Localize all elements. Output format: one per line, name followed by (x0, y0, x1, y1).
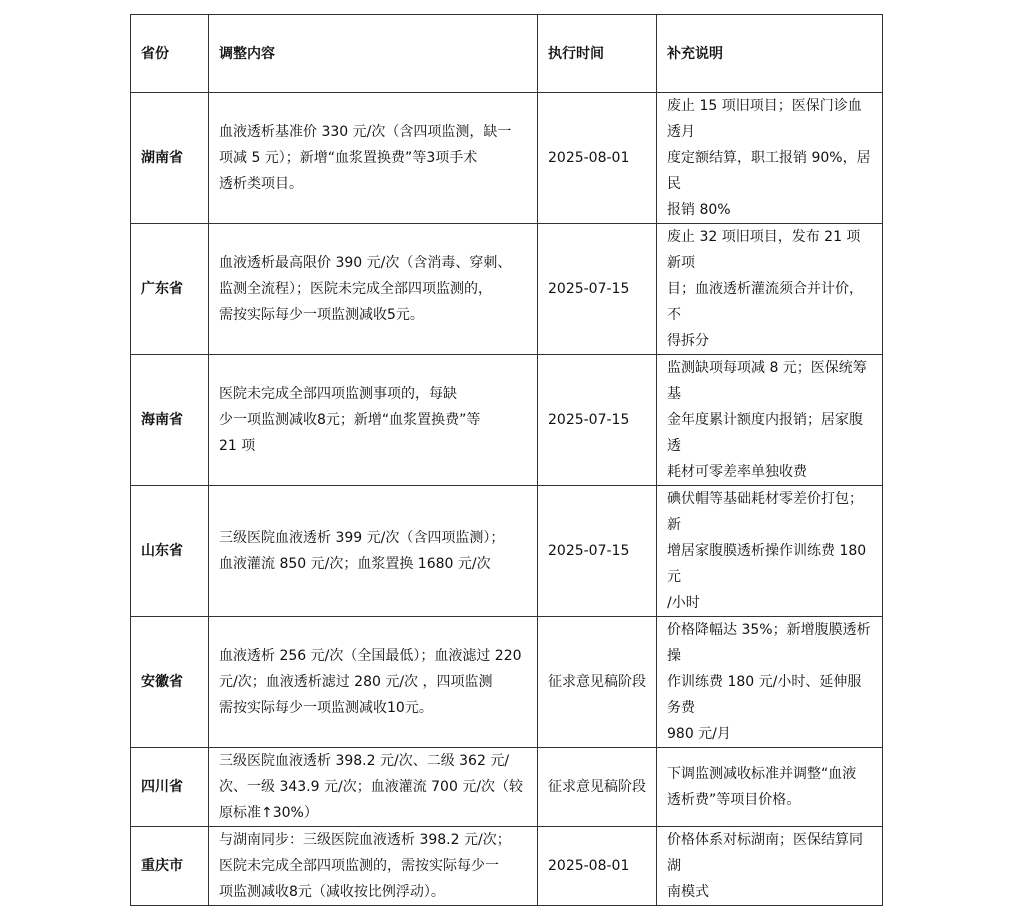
table-row (131, 486, 883, 617)
table-row (131, 827, 883, 906)
header-row (131, 15, 883, 93)
table-row (131, 748, 883, 827)
content-cell: 血液透析最高限价 390 元/次（含消毒、穿刺、 监测全流程）；医院未完成全部四项监测的， 需按实际每少一项监测减收5元。 (209, 224, 538, 355)
note-cell: 废止 32 项旧项目，发布 21 项新项 目；血液透析灌流须合并计价，不 得拆分 (657, 224, 883, 355)
content-cell: 三级医院血液透析 398.2 元/次、二级 362 元/ 次、一级 343.9 元/次；血液灌流 700 元/次（较 原标准↑30%） (209, 748, 538, 827)
province-cell: 湖南省 (131, 93, 209, 224)
table-row (131, 224, 883, 355)
policy-table (130, 14, 883, 906)
content-cell: 血液透析基准价 330 元/次（含四项监测，缺一 项减 5 元）；新增“血浆置换费”等3项手术 透析类项目。 (209, 93, 538, 224)
table-row (131, 617, 883, 748)
note-cell: 下调监测减收标准并调整“血液 透析费”等项目价格。 (657, 748, 883, 827)
province-cell: 广东省 (131, 224, 209, 355)
table-row (131, 93, 883, 224)
header-date: 执行时间 (538, 15, 657, 93)
province-cell: 山东省 (131, 486, 209, 617)
content-cell: 血液透析 256 元/次（全国最低）；血液滤过 220 元/次；血液透析滤过 280 元/次 ，四项监测 需按实际每少一项监测减收10元。 (209, 617, 538, 748)
content-cell: 医院未完成全部四项监测事项的，每缺 少一项监测减收8元；新增“血浆置换费”等 21 项 (209, 355, 538, 486)
province-cell: 安徽省 (131, 617, 209, 748)
date-cell: 2025-08-01 (538, 93, 657, 224)
header-note: 补充说明 (657, 15, 883, 93)
note-cell: 监测缺项每项减 8 元；医保统筹基 金年度累计额度内报销；居家腹透 耗材可零差率单独收费 (657, 355, 883, 486)
note-cell: 价格降幅达 35%；新增腹膜透析操 作训练费 180 元/小时、延伸服务费 980 元/月 (657, 617, 883, 748)
note-cell: 价格体系对标湖南；医保结算同湖 南模式 (657, 827, 883, 906)
date-cell: 征求意见稿阶段 (538, 617, 657, 748)
date-cell: 2025-08-01 (538, 827, 657, 906)
date-cell: 2025-07-15 (538, 355, 657, 486)
content-cell: 三级医院血液透析 399 元/次（含四项监测）； 血液灌流 850 元/次；血浆置换 1680 元/次 (209, 486, 538, 617)
province-cell: 海南省 (131, 355, 209, 486)
province-cell: 重庆市 (131, 827, 209, 906)
date-cell: 2025-07-15 (538, 224, 657, 355)
note-cell: 废止 15 项旧项目；医保门诊血透月 度定额结算，职工报销 90%，居民 报销 80% (657, 93, 883, 224)
header-content: 调整内容 (209, 15, 538, 93)
header-province: 省份 (131, 15, 209, 93)
note-cell: 碘伏帽等基础耗材零差价打包；新 增居家腹膜透析操作训练费 180 元 /小时 (657, 486, 883, 617)
table-row (131, 355, 883, 486)
content-cell: 与湖南同步：三级医院血液透析 398.2 元/次； 医院未完成全部四项监测的，需按实际每少一 项监测减收8元（减收按比例浮动）。 (209, 827, 538, 906)
province-cell: 四川省 (131, 748, 209, 827)
date-cell: 征求意见稿阶段 (538, 748, 657, 827)
date-cell: 2025-07-15 (538, 486, 657, 617)
